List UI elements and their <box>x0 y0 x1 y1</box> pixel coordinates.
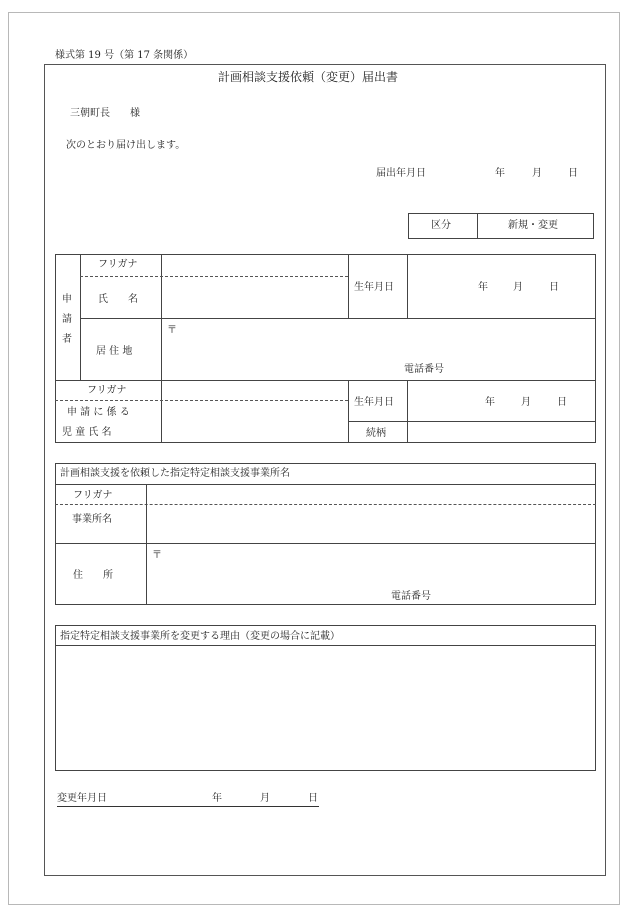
reason-box <box>55 625 596 771</box>
office-heading-line <box>55 484 596 485</box>
filing-date-day: 日 <box>568 168 578 179</box>
birth-col-line-3 <box>348 380 349 443</box>
addressee: 三朝町長 様 <box>70 108 140 119</box>
filing-date-year: 年 <box>495 168 505 179</box>
child-relationship-label: 続柄 <box>366 428 386 439</box>
office-phone-label: 電話番号 <box>391 591 431 602</box>
applicant-section-label-3: 者 <box>62 334 72 345</box>
change-date-year: 年 <box>212 793 222 804</box>
reason-heading: 指定特定相談支援事業所を変更する理由（変更の場合に記載） <box>60 631 340 642</box>
furigana-dash-1 <box>80 276 348 277</box>
change-date-label: 変更年月日 <box>57 793 107 804</box>
child-label-line2: 児 童 氏 名 <box>62 427 112 438</box>
reason-heading-line <box>55 645 596 646</box>
row-line-1 <box>80 318 596 319</box>
change-date-month: 月 <box>260 793 270 804</box>
filing-date-month: 月 <box>532 168 542 179</box>
change-date-day: 日 <box>308 793 318 804</box>
office-furigana-dash <box>55 504 596 505</box>
office-name-label: 事業所名 <box>72 514 112 525</box>
applicant-birth-year: 年 <box>478 282 488 293</box>
office-heading: 計画相談支援を依頼した指定特定相談支援事業所名 <box>60 468 290 479</box>
applicant-col-line <box>80 254 81 380</box>
applicant-section-label-2: 請 <box>62 314 72 325</box>
child-birth-day: 日 <box>557 397 567 408</box>
applicant-birth-month: 月 <box>513 282 523 293</box>
classification-label: 区分 <box>431 220 451 231</box>
filing-date-label: 届出年月日 <box>376 168 426 179</box>
birth-col-line-1 <box>348 254 349 318</box>
birth-col-line-2 <box>407 254 408 318</box>
classification-divider <box>477 213 478 239</box>
form-number: 様式第 19 号（第 17 条関係） <box>55 50 194 61</box>
child-furigana-label: フリガナ <box>87 385 127 396</box>
office-furigana-label: フリガナ <box>73 490 113 501</box>
row-line-3 <box>348 421 596 422</box>
applicant-section-label-1: 申 <box>62 294 72 305</box>
applicant-birthdate-label: 生年月日 <box>354 282 394 293</box>
classification-value: 新規・変更 <box>508 220 558 231</box>
furigana-dash-2 <box>55 400 348 401</box>
applicant-furigana-label: フリガナ <box>98 259 138 270</box>
birth-col-line-4 <box>407 380 408 443</box>
intro-text: 次のとおり届け出します。 <box>66 140 186 151</box>
child-birthdate-label: 生年月日 <box>354 397 394 408</box>
applicant-birth-day: 日 <box>549 282 559 293</box>
applicant-name-label: 氏 名 <box>98 294 138 305</box>
child-label-line1: 申 請 に 係 る <box>67 407 130 418</box>
office-postal-mark: 〒 <box>152 550 162 561</box>
child-birth-month: 月 <box>521 397 531 408</box>
change-date-underline <box>57 806 319 807</box>
row-line-2 <box>55 380 596 381</box>
form-title: 計画相談支援依頼（変更）届出書 <box>218 70 399 84</box>
office-address-label: 住 所 <box>73 570 113 581</box>
office-label-col-line <box>146 484 147 605</box>
office-row-line <box>55 543 596 544</box>
child-birth-year: 年 <box>485 397 495 408</box>
label-col-line <box>161 254 162 443</box>
applicant-address-label: 居 住 地 <box>96 346 133 357</box>
applicant-postal-mark: 〒 <box>167 325 177 336</box>
applicant-phone-label: 電話番号 <box>404 364 444 375</box>
